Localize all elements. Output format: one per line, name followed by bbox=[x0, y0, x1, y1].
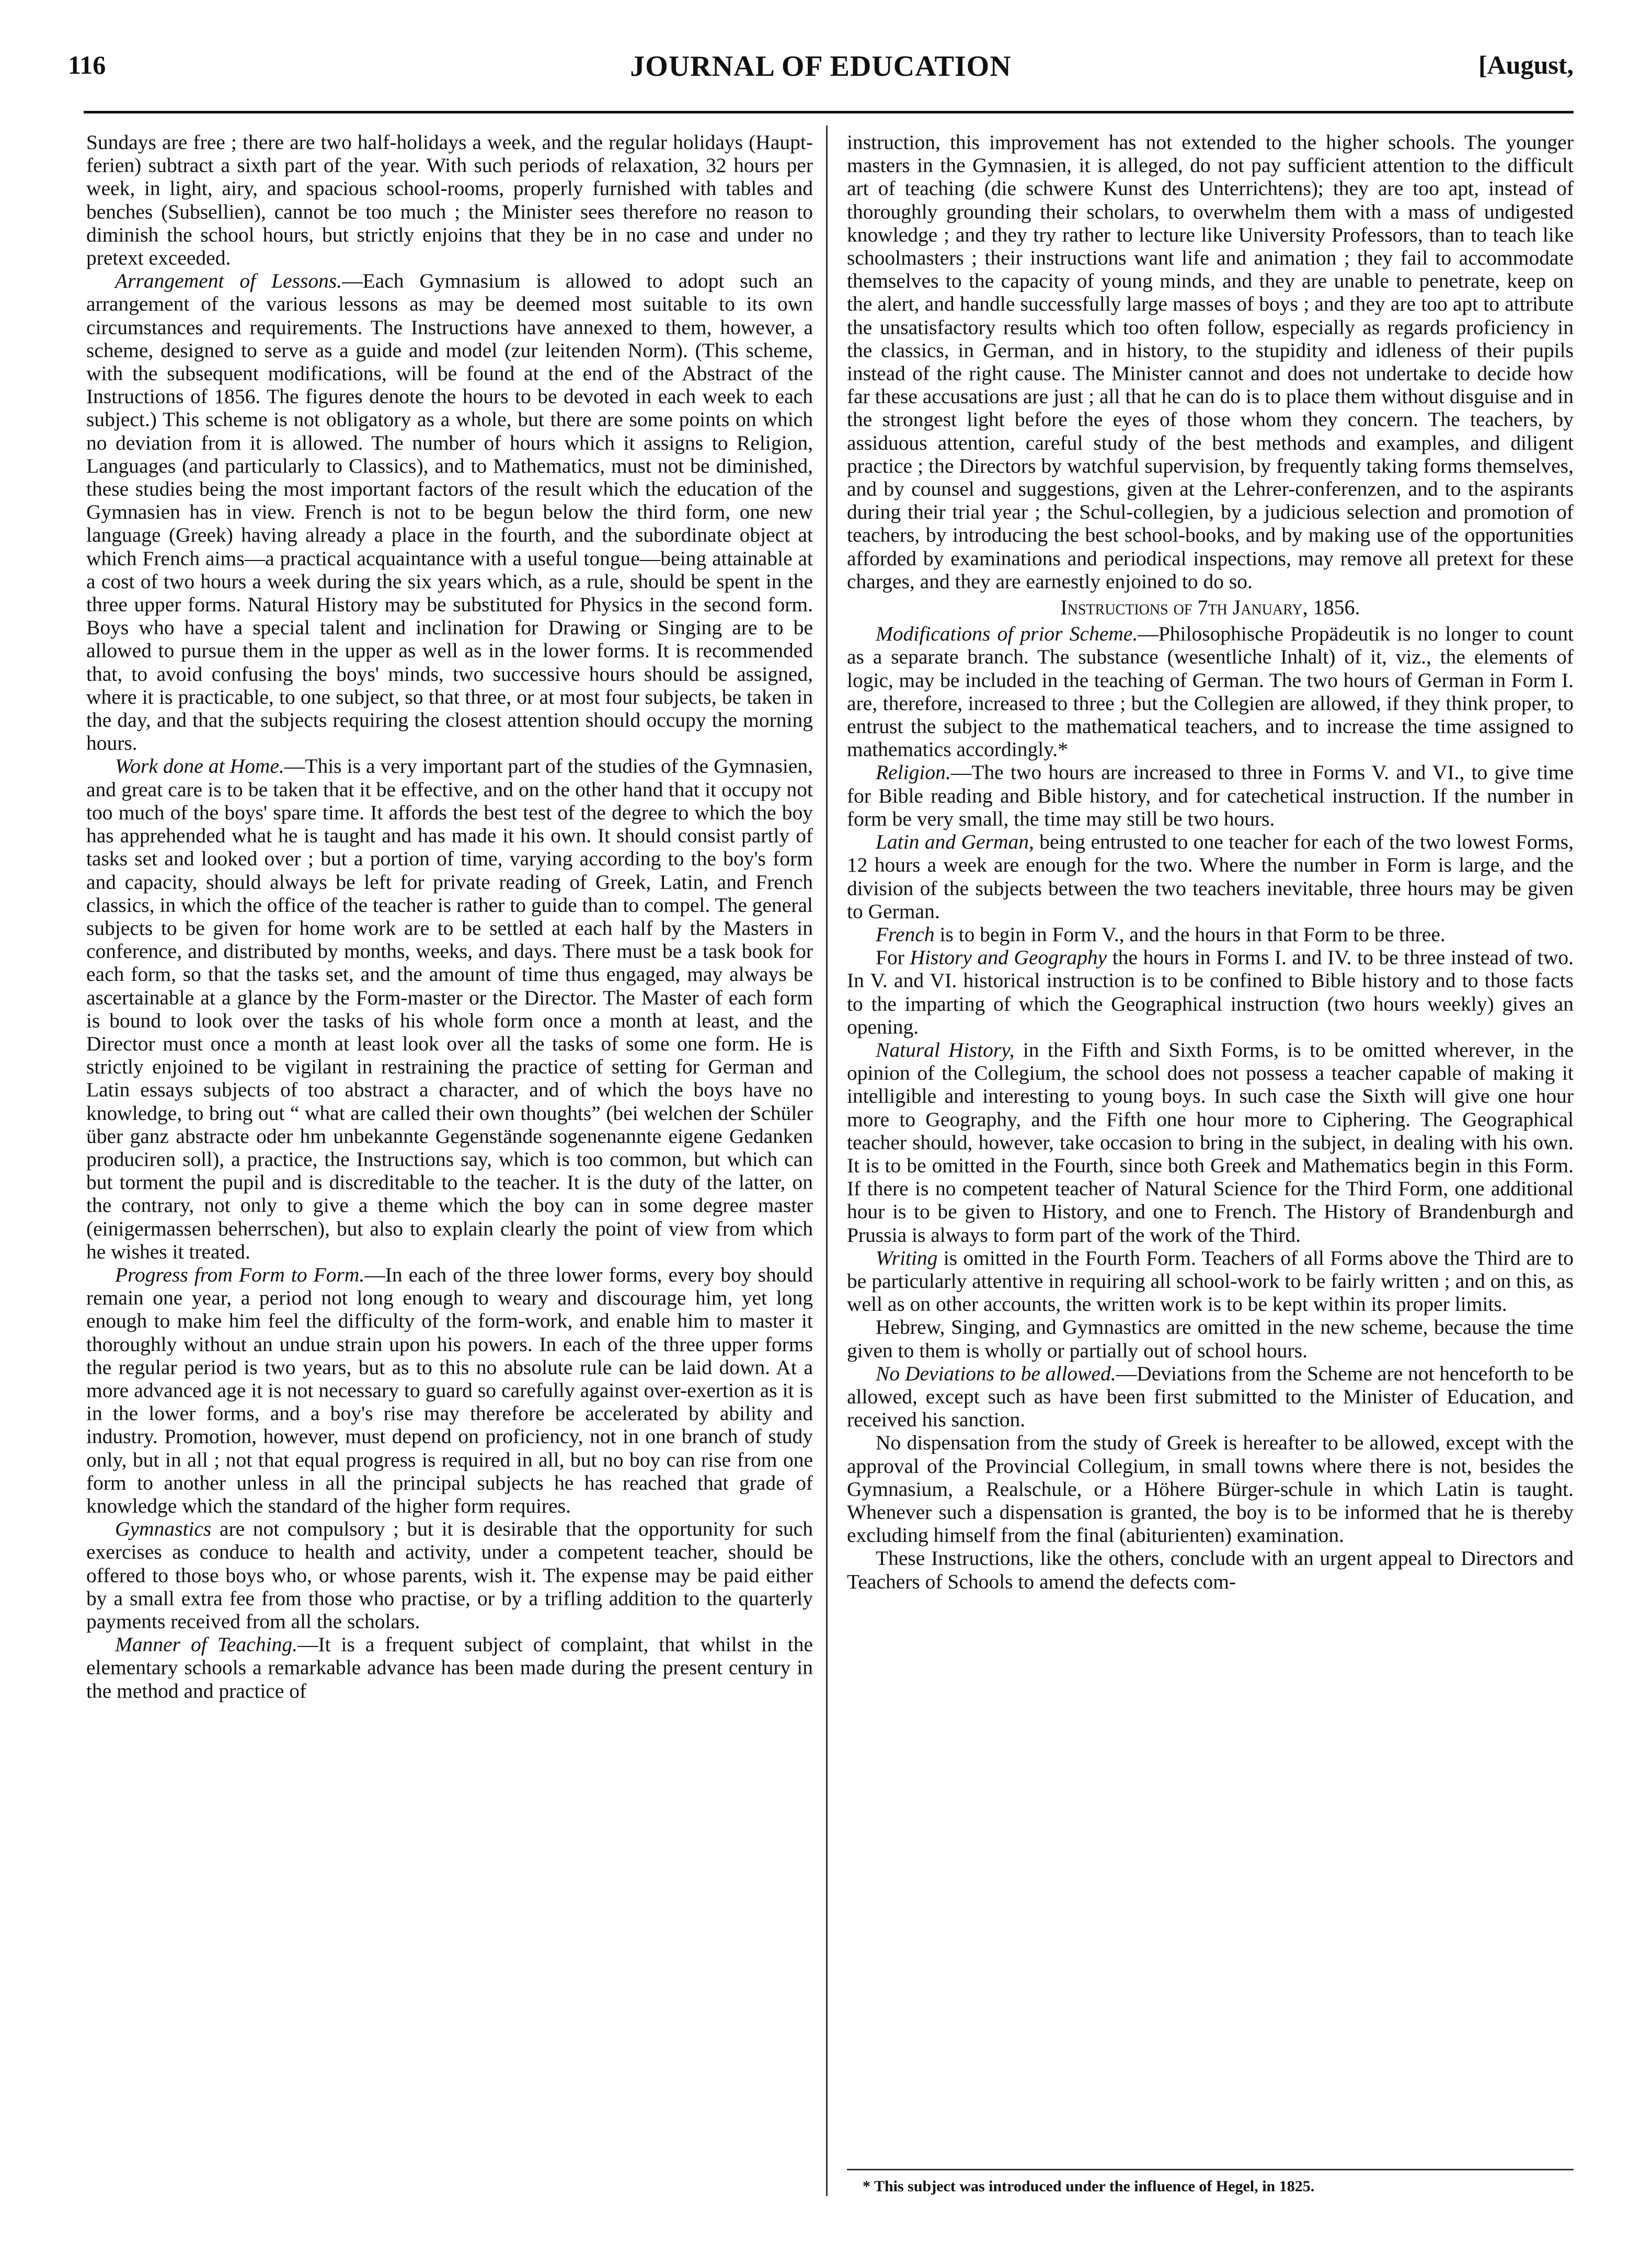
column-divider bbox=[826, 125, 828, 2196]
paragraph-lead: Progress from Form to Form. bbox=[115, 1263, 365, 1286]
paragraph-lead: Arrangement of Lessons. bbox=[115, 269, 342, 293]
paragraph-body: in the Fifth and Sixth Forms, is to be omitted wherever, in the opinion of the Collegium, the school does not possess a teacher capable of making it intelligible and interesting to young boys. In such case the Sixth will give one hour more to Geography, and the Fifth one hour more to Ciphering. The Geographical teacher should, however, take occasion to bring in the subject, in dealing with his own. It is to be omitted in the Fourth, since both Greek and Mathematics begin in this Form. If there is no competent teacher of Natural Science for the Third Form, one additional hour is to be given to History, and one to French. The History of Brandenburgh and Prussia is always to form part of the work of the Third. bbox=[847, 1038, 1574, 1246]
footnote: * This subject was introduced under the influence of Hegel, in 1825. bbox=[863, 2178, 1315, 2195]
paragraph bbox=[847, 946, 1574, 1038]
paragraph: These Instructions, like the others, conclude with an urgent appeal to Directors and Teachers of Schools to amend the defects com- bbox=[847, 1547, 1574, 1593]
paragraph-body: —In each of the three lower forms, every boy should remain one year, a period not long enough to weary and discourage him, yet long enough to make him feel the difficulty of the form-work, and enable him to master it thoroughly without an undue strain upon his powers. In each of the three upper forms the regular period is two years, but as to this no absolute rule can be laid down. At a more advanced age it is not necessary to guard so carefully against over-exertion as it is in the lower forms, and a boy's rise may therefore be accelerated by ability and industry. Promotion, however, must depend on proficiency, not in one branch of study only, but in all ; not that equal progress is required in all, but no boy can rise from one form to another unless in all the principal subjects he has reached that grade of knowledge which the standard of the higher form requires. bbox=[86, 1263, 813, 1517]
paragraph-body: —Deviations from the Scheme are not henceforth to be allowed, except such as have been first submitted to the Minister of Education, and received his sanction. bbox=[847, 1362, 1574, 1432]
footnote-rule bbox=[847, 2169, 1574, 2170]
page-number: 116 bbox=[68, 50, 106, 79]
paragraph: Hebrew, Singing, and Gymnastics are omitted in the new scheme, because the time given to them is wholly or partially out of school hours. bbox=[847, 1316, 1574, 1362]
paragraph: instruction, this improvement has not extended to the higher schools. The younger masters in the Gymnasien, it is alleged, do not pay sufficient attention to the difficult art of teaching (die schwere Kunst des Unterrichtens); they are too apt, instead of thoroughly grounding their scholars, to overwhelm them with a mass of undigested knowledge ; and they try rather to lecture like University Professors, than to teach like schoolmasters ; their instructions want life and animation ; they fail to accommodate themselves to the capacity of young minds, and they are unable to penetrate, keep on the alert, and handle successfully large masses of boys ; and they are too apt to attribute the unsatisfactory results which too often follow, especially as regards proficiency in the classics, in German, and in history, to the stupidity and idleness of their pupils instead of the right cause. The Minister cannot and does not undertake to decide how far these accusations are just ; all that he can do is to place them without disguise and in the strongest light before the eyes of those whom they concern. The teachers, by assiduous attention, careful study of the best methods and examples, and diligent practice ; the Directors by watchful supervision, by frequently taking forms themselves, and by counsel and suggestions, given at the Lehrer-conferenzen, and to the aspirants during their trial year ; the Schul-collegien, by a judicious selection and promotion of teachers, by introducing the best school-books, and by making use of the opportunities afforded by examinations and periodical inspections, may remove all pretext for these charges, and they are earnestly enjoined to do so. bbox=[847, 131, 1574, 593]
paragraph-body: is omitted in the Fourth Form. Teachers of all Forms above the Third are to be particularly attentive in requiring all school-work to be fairly written ; and on this, as well as on other accounts, the written work is to be kept within its proper limits. bbox=[847, 1246, 1574, 1316]
paragraph bbox=[86, 1633, 813, 1702]
paragraph-body: are not compulsory ; but it is desirable that the opportunity for such exercises as conduce to health and activity, under a competent teacher, should be offered to those boys who, or whose parents, wish it. The expense may be paid either by a small extra fee from those who practise, or by a trifling addition to the quarterly payments received from all the scholars. bbox=[86, 1517, 813, 1633]
header-rule bbox=[84, 111, 1574, 113]
paragraph bbox=[847, 830, 1574, 923]
paragraph bbox=[847, 622, 1574, 761]
paragraph-lead: Writing bbox=[876, 1246, 938, 1269]
paragraph-body: —This is a very important part of the studies of the Gymnasien, and great care is to be taken that it be effective, and on the other hand that it occupy not too much of the boys' spare time. It affords the best test of the degree to which the boy has apprehended what he is taught and has made it his own. It should consist partly of tasks set and looked over ; but a portion of time, varying according to the boy's form and capacity, should always be left for private reading of Greek, Latin, and French classics, in which the office of the teacher is rather to guide than to compel. The general subjects to be given for home work are to be settled at each half by the Masters in conference, and distributed by months, weeks, and days. There must be a task book for each form, so that the tasks set, and the amount of time thus engaged, may always be ascertainable at a glance by the Form-master or the Director. The Master of each form is bound to look over the tasks of his whole form once a month at least, and the Director must once a month at least look over all the tasks of some one form. He is strictly enjoined to be vigilant in restraining the practice of setting for German and Latin essays subjects of too abstract a character, and of which the boys have no knowledge, to bring out “ what are called their own thoughts” (bei welchen der Schüler über ganz abstracte oder hm unbekannte Gegenstände sogenenannte eigene Gedanken produciren soll), a practice, the Instructions say, which is too common, but which can but torment the pupil and is discreditable to the teacher. It is the duty of the latter, on the contrary, not only to give a theme which the boy can in some degree master (einigermassen beherrschen), but also to explain clearly the point of view from which he wishes it treated. bbox=[86, 754, 813, 1263]
paragraph-lead: Latin and German, bbox=[876, 830, 1034, 854]
section-heading: Instructions of 7th January, 1856. bbox=[1060, 596, 1360, 620]
paragraph-prefix: For bbox=[876, 946, 910, 969]
page-header bbox=[68, 50, 1574, 91]
paragraph bbox=[86, 754, 813, 1263]
left-column bbox=[86, 131, 813, 1702]
paragraph bbox=[847, 761, 1574, 830]
paragraph-lead: Religion. bbox=[876, 761, 951, 784]
paragraph-body: being entrusted to one teacher for each of the two lowest Forms, 12 hours a week are enough for the two. Where the number in Form is large, and the division of the subjects between the two teachers inevitable, three hours may be given to German. bbox=[847, 830, 1574, 923]
paragraph-lead: Gymnastics bbox=[115, 1517, 212, 1541]
paragraph bbox=[86, 1517, 813, 1633]
paragraph-body: —Each Gymnasium is allowed to adopt such an arrangement of the various lessons as may be deemed most suitable to its own circumstances and requirements. The Instructions have annexed to them, however, a scheme, designed to serve as a guide and model (zur leitenden Norm). (This scheme, with the subsequent modifications, will be found at the end of the Abstract of the Instructions of 1856. The figures denote the hours to be devoted in each week to each subject.) This scheme is not obligatory as a whole, but there are some points on which no deviation from it is allowed. The number of hours which it assigns to Religion, Languages (and particularly to Classics), and to Mathematics, must not be diminished, these studies being the most important factors of the result which the education of the Gymnasien has in view. French is not to be begun below the third form, one new language (Greek) having already a place in the fourth, and the subordinate object at which French aims—a practical acquaintance with a useful tongue—being attainable at a cost of two hours a week during the six years which, as a rule, should be spent in the three upper forms. Natural History may be substituted for Physics in the second form. Boys who have a special talent and inclination for Drawing or Singing are to be allowed to pursue them in the upper as well as in the lower forms. It is recommended that, to avoid confusing the boys' minds, two successive hours should be assigned, where it is practicable, to one subject, so that three, or at most four subjects, be taken in the day, and that the subjects requiring the closest attention should occupy the morning hours. bbox=[86, 269, 813, 755]
paragraph-body: the hours in Forms I. and IV. to be three instead of two. In V. and VI. historical instruction is to be confined to Bible history and to those facts to the imparting of which the Geographical instruction (two hours weekly) gives an opening. bbox=[847, 946, 1574, 1038]
paragraph: Sundays are free ; there are two half-holidays a week, and the regular holidays (Haupt-ferien) subtract a sixth part of the year. With such periods of relaxation, 32 hours per week, in light, airy, and spacious school-rooms, properly furnished with tables and benches (Subsellien), cannot be too much ; the Minister sees therefore no reason to diminish the school hours, but strictly enjoins that they be in no case and under no pretext exceeded. bbox=[86, 131, 813, 270]
paragraph: No dispensation from the study of Greek is hereafter to be allowed, except with the approval of the Provincial Collegium, in small towns where there is not, besides the Gymnasium, a Realschule, or a Höhere Bürger-schule in which Latin is taught. Whenever such a dispensation is granted, the boy is to be informed that he is thereby excluding himself from the final (abiturienten) examination. bbox=[847, 1431, 1574, 1547]
paragraph bbox=[86, 269, 813, 754]
paragraph-lead: Natural History, bbox=[876, 1038, 1015, 1061]
paragraph bbox=[86, 1263, 813, 1517]
paragraph bbox=[847, 1362, 1574, 1432]
paragraph-lead: No Deviations to be allowed. bbox=[876, 1362, 1116, 1385]
issue-month: [August, bbox=[1478, 50, 1574, 79]
paragraph-lead: Work done at Home. bbox=[115, 754, 284, 778]
paragraph-lead: Modifications of prior Scheme. bbox=[876, 622, 1138, 646]
paragraph-body: —It is a frequent subject of complaint, that whilst in the elementary schools a remarkable advance has been made during the present century in the method and practice of bbox=[86, 1633, 813, 1702]
paragraph-body: —The two hours are increased to three in Forms V. and VI., to give time for Bible reading and Bible history, and for catechetical instruction. If the number in form be very small, the time may still be two hours. bbox=[847, 761, 1574, 830]
paragraph bbox=[847, 923, 1574, 946]
paragraph bbox=[847, 1246, 1574, 1316]
paragraph-lead: French bbox=[876, 922, 935, 946]
paragraph-body: —Philosophische Propädeutik is no longer to count as a separate branch. The substance (wesentliche Inhalt) of it, viz., the elements of logic, may be included in the teaching of German. The two hours of German in Form I. are, therefore, increased to three ; but the Collegien are allowed, if they think proper, to entrust the subject to the mathematical teachers, and to increase the time assigned to mathematics accordingly.* bbox=[847, 622, 1574, 761]
paragraph-lead: Manner of Teaching. bbox=[115, 1633, 297, 1656]
journal-title: JOURNAL OF EDUCATION bbox=[630, 50, 1012, 83]
right-column bbox=[847, 131, 1574, 1593]
paragraph bbox=[847, 1038, 1574, 1246]
paragraph-body: is to begin in Form V., and the hours in that Form to be three. bbox=[934, 922, 1446, 946]
paragraph-lead: History and Geography bbox=[910, 946, 1107, 969]
